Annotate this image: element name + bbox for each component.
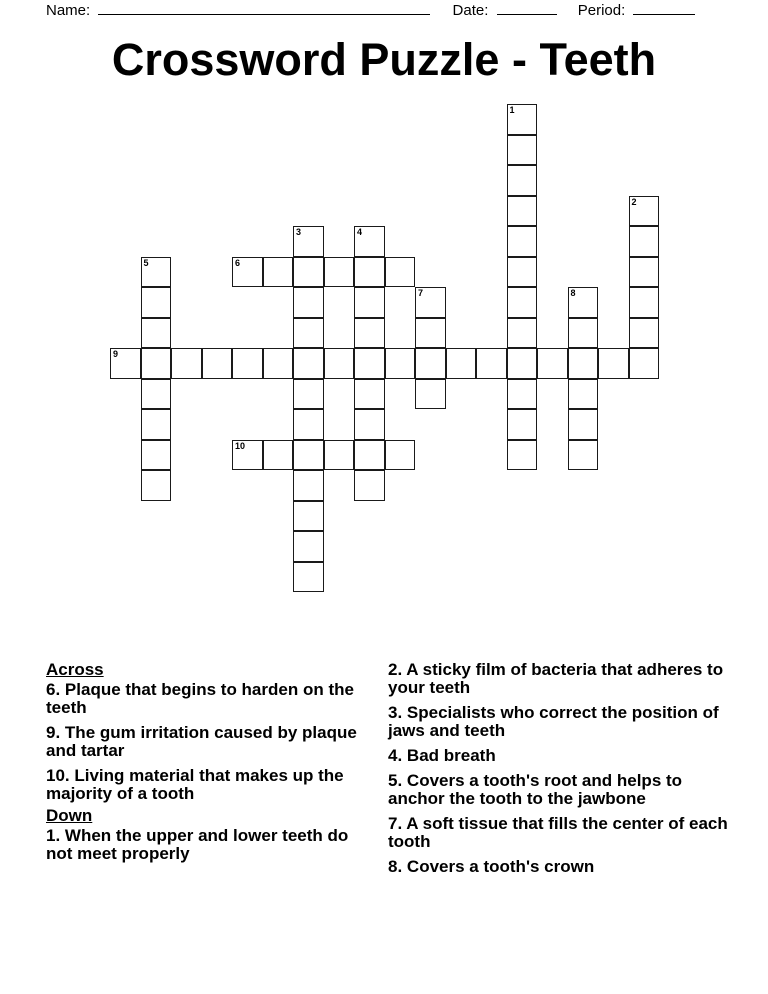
grid-cell[interactable]	[385, 348, 416, 379]
grid-cell[interactable]	[629, 287, 660, 318]
grid-cell[interactable]	[415, 379, 446, 410]
grid-cell[interactable]	[324, 348, 355, 379]
grid-cell[interactable]	[507, 318, 538, 349]
grid-cell[interactable]	[141, 318, 172, 349]
grid-cell[interactable]	[568, 318, 599, 349]
page-title: Crossword Puzzle - Teeth	[111, 34, 657, 85]
clue-down-5: 5. Covers a tooth's root and helps to anchor the tooth to the jawbone	[388, 771, 683, 808]
grid-cell[interactable]	[476, 348, 507, 379]
grid-cell[interactable]	[507, 165, 538, 196]
grid-cell[interactable]	[537, 348, 568, 379]
grid-cell[interactable]	[354, 440, 385, 471]
name-label: Name:	[46, 2, 91, 19]
grid-cell[interactable]	[385, 257, 416, 288]
grid-cell[interactable]	[110, 348, 141, 379]
grid-cell[interactable]	[354, 409, 385, 440]
grid-cell[interactable]	[354, 318, 385, 349]
clue-down-7: 7. A soft tissue that fills the center of each tooth	[388, 814, 728, 851]
clue-across-10: 10. Living material that makes up the majority of a tooth	[46, 766, 344, 803]
grid-cell[interactable]	[232, 348, 263, 379]
grid-cell[interactable]	[232, 257, 263, 288]
clue-number: 6	[235, 257, 241, 268]
grid-cell[interactable]	[263, 440, 294, 471]
grid-cell[interactable]	[293, 348, 324, 379]
grid-cell[interactable]	[141, 379, 172, 410]
grid-cell[interactable]	[354, 470, 385, 501]
date-label: Date:	[452, 2, 489, 19]
grid-cell[interactable]	[293, 531, 324, 562]
clue-across-6: 6. Plaque that begins to harden on the teeth	[46, 680, 354, 717]
clue-number: 10	[235, 440, 246, 451]
clue-down-1: 1. When the upper and lower teeth do not meet properly	[46, 826, 349, 863]
grid-cell[interactable]	[263, 257, 294, 288]
grid-cell[interactable]	[141, 348, 172, 379]
grid-cell[interactable]	[629, 348, 660, 379]
clue-number: 8	[570, 288, 576, 298]
grid-cell[interactable]	[293, 318, 324, 349]
grid-cell[interactable]	[568, 440, 599, 471]
grid-cell[interactable]	[568, 348, 599, 379]
clues-right-column	[388, 661, 728, 883]
grid-cell[interactable]	[293, 440, 324, 471]
clue-number: 2	[631, 196, 637, 207]
down-heading: Down	[46, 806, 93, 825]
grid-cell[interactable]	[629, 257, 660, 288]
clue-number: 4	[357, 227, 363, 237]
grid-cell[interactable]	[293, 257, 324, 288]
grid-cell[interactable]	[507, 257, 538, 288]
grid-cell[interactable]	[629, 318, 660, 349]
grid-cell[interactable]	[293, 226, 324, 257]
grid-cell[interactable]	[171, 348, 202, 379]
grid-cell[interactable]	[507, 226, 538, 257]
grid-cell[interactable]	[293, 501, 324, 532]
clue-down-4: 4. Bad breath	[388, 746, 496, 765]
grid-cell[interactable]	[293, 562, 324, 593]
period-label: Period:	[577, 2, 626, 19]
grid-cell[interactable]	[263, 348, 294, 379]
grid-cell[interactable]	[354, 379, 385, 410]
clue-down-3: 3. Specialists who correct the position of jaws and teeth	[388, 703, 719, 740]
clue-number: 9	[113, 349, 119, 359]
clue-number: 7	[418, 288, 424, 298]
across-heading: Across	[46, 660, 104, 679]
grid-cell[interactable]	[354, 348, 385, 379]
clue-number: 5	[143, 257, 149, 268]
grid-cell[interactable]	[354, 226, 385, 257]
grid-cell[interactable]	[293, 409, 324, 440]
clues-left-column	[46, 661, 366, 870]
grid-cell[interactable]	[507, 409, 538, 440]
grid-cell[interactable]	[293, 470, 324, 501]
grid-cell[interactable]	[507, 104, 538, 135]
grid-cell[interactable]	[354, 287, 385, 318]
grid-cell[interactable]	[141, 440, 172, 471]
grid-cell[interactable]	[568, 379, 599, 410]
grid-cell[interactable]	[141, 287, 172, 318]
clue-number: 3	[296, 227, 302, 237]
grid-cell[interactable]	[507, 135, 538, 166]
grid-cell[interactable]	[598, 348, 629, 379]
grid-cell[interactable]	[629, 226, 660, 257]
clue-across-9: 9. The gum irritation caused by plaque and tartar	[46, 723, 357, 760]
grid-cell[interactable]	[415, 318, 446, 349]
grid-cell[interactable]	[415, 287, 446, 318]
grid-cell[interactable]	[293, 287, 324, 318]
grid-cell[interactable]	[507, 196, 538, 227]
grid-cell[interactable]	[141, 409, 172, 440]
grid-cell[interactable]	[507, 287, 538, 318]
grid-cell[interactable]	[324, 440, 355, 471]
grid-cell[interactable]	[141, 470, 172, 501]
grid-cell[interactable]	[568, 287, 599, 318]
grid-cell[interactable]	[141, 257, 172, 288]
grid-cell[interactable]	[232, 440, 263, 471]
grid-cell[interactable]	[568, 409, 599, 440]
clue-number: 1	[509, 105, 515, 115]
grid-cell[interactable]	[507, 348, 538, 379]
grid-cell[interactable]	[354, 257, 385, 288]
grid-cell[interactable]	[415, 348, 446, 379]
grid-cell[interactable]	[324, 257, 355, 288]
grid-cell[interactable]	[507, 379, 538, 410]
grid-cell[interactable]	[629, 196, 660, 227]
grid-cell[interactable]	[293, 379, 324, 410]
grid-cell[interactable]	[507, 440, 538, 471]
grid-cell[interactable]	[385, 440, 416, 471]
clue-down-2: 2. A sticky film of bacteria that adheres to your teeth	[388, 660, 724, 697]
grid-cell[interactable]	[446, 348, 477, 379]
grid-cell[interactable]	[202, 348, 233, 379]
clue-down-8: 8. Covers a tooth's crown	[388, 857, 595, 876]
